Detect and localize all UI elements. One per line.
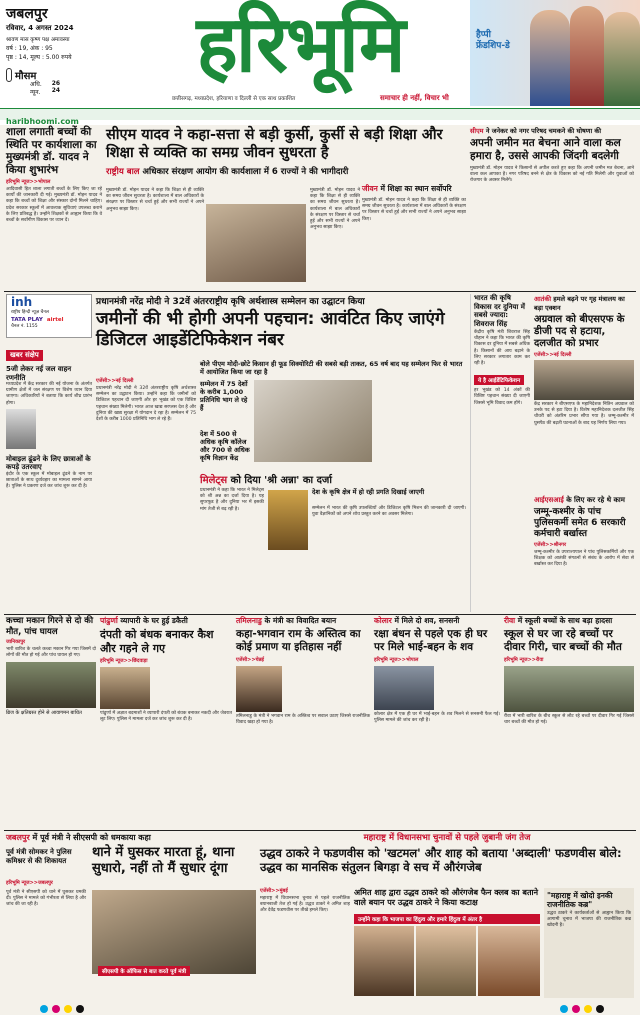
headline[interactable]: दंपती को बंधक बनाकर कैश और गहने ले गए [100,628,214,655]
tithi: श्रावण मास कृष्ण पक्ष अमावस्या [6,37,70,43]
body-text: जम्मू-कश्मीर के उपराज्यपाल ने पांच पुलिसकर्मियों और एक शिक्षक को आतंकी संगठनों से संबंध के आरोप में सेवा से बर्खास्त कर दिया है। [534,550,634,568]
photo-caption: सीएसपी के ऑफिस से बात करते पूर्व मंत्री [98,966,190,976]
house-collapse-story [6,616,96,828]
tagline-states: छत्तीसगढ़, मध्यप्रदेश, हरियाणा व दिल्ली से एक साथ प्रकाशित [172,96,296,102]
byline: हरिभूमि न्यूज>>भोपाल [374,657,419,663]
cyan-mark-icon [560,1005,568,1013]
body-text: रीवा में भारी बारिश के बीच स्कूल से लौट रहे बच्चों पर दीवार गिर गई जिससे चार बच्चों की मौत हो गई। [504,714,634,726]
body-text: तमिलनाडु के मंत्री ने भगवान राम के अस्तित्व पर सवाल उठाए जिससे राजनीतिक विवाद खड़ा हो गया है। [236,714,370,726]
left-sub: पूर्व मंत्री सोमकर ने पुलिस कमिश्नर से की शिकायत [6,848,72,865]
millets-body: प्रधानमंत्री ने कहा कि भारत ने मिलेट्स को श्री अन्न का दर्जा दिया है। यह सुपरफूड है और दुनिया भर में इसकी मांग तेजी से बढ़ रही है। [200,488,264,512]
weather-label: मौसम [15,71,37,82]
newspaper-logo[interactable] [150,0,450,92]
body-text: आदिवासी हित शाला लगाती बच्चों के लिए किए जा रहे कार्यों की जानकारी दी गई। मुख्यमंत्री डॉ. मोहन यादव ने कहा कि बच्चों को शिक्षा और संस्कार दोनों मिलने चाहिए। प्रदेश सरकार स्कूलों में आवश्यक सुविधाएं उपलब्ध कराने के लिए प्रतिबद्ध है। उन्होंने शिक्षकों से आह्वान किया कि वे बच्चों के सर्वांगीण विकास पर ध्यान दें। [6,187,102,224]
masthead [0,0,640,125]
byline: एजेंसी>>चेन्नई [236,657,265,663]
sub-headline: अधिकार संरक्षण आयोग की कार्यशाला में 6 राज्यों ने की भागीदारी [142,167,349,177]
body-text: पूर्व मंत्री ने सीएसपी को थाने में घुसकर धमकी दी। पुलिस ने मामले को गंभीरता से लिया है और जांच की जा रही है। [6,890,86,908]
item-head: मोबाइल ढूंढने के लिए छात्राओं के कपड़े उतरवाए [6,454,91,472]
kicker: ने जनेकर को नगर परिषद चमकने की घोषणा की [485,127,602,135]
right-quote-box [544,888,634,998]
yellow-mark-icon [584,1005,592,1013]
scientist-head[interactable]: भारत की कृषि विकास दर दुनिया में सबसे ज्यादा: शिवराज सिंह [474,294,525,328]
jabalpur-story [6,832,256,1000]
highlight-2: देश में 500 से अधिक कृषि कॉलेज और 700 से अधिक कृषि विज्ञान केंद्र [200,430,250,462]
mid-story-1 [100,616,232,828]
print-registration-marks [0,1003,640,1015]
black-mark-icon [596,1005,604,1013]
minister-photo [236,666,282,712]
kicker: महाराष्ट्र [363,833,387,843]
shah-headline[interactable]: अमित शाह द्वारा उद्धव ठाकरे को औरंगजेब फैन क्लब का बताने वाले बयान पर उद्धव ठाकरे ने किया कटाक्ष [354,888,539,907]
minister-csp-photo [92,890,256,974]
kicker: राष्ट्रीय बाल [106,167,140,177]
story-photo [100,667,150,709]
caption-kicker: जीवन [362,184,378,193]
yellow-mark-icon [64,1005,72,1013]
kicker: आतंकी [534,295,552,303]
body-text-mid: मुख्यमंत्री डॉ. मोहन यादव ने कहा कि शिक्षा से ही व्यक्ति का समग्र जीवन सुधरता है। कार्यशाला में बाल अधिकारों के संरक्षण पर विस्तार से चर्चा हुई और सभी राज्यों ने अपने अनुभव साझा किए। [310,188,360,231]
byline: एजेंसी>>नई दिल्ली [534,352,572,358]
people-photo-3 [604,12,640,106]
tata-play: TATA PLAY [11,317,43,323]
headline[interactable]: कच्चा मकान गिरने से दो की मौत, पांच घायल [6,616,94,637]
byline: हरिभूमि न्यूज>>छिंदवाड़ा [100,658,148,664]
body-text: महाराष्ट्र में विधानसभा चुनाव से पहले राजनीतिक बयानबाजी तेज हो गई है। उद्धव ठाकरे ने अमित शाह और देवेंद्र फडणवीस पर तीखे हमले किए। [260,896,350,914]
kicker-rest: व्यापारी के घर हुई डकैती [120,616,188,625]
short-news [6,342,92,612]
short-item-1[interactable] [6,365,92,449]
kicker-rest: के मंत्री का विवादित बयान [264,616,337,625]
bsf-story [534,294,634,494]
airtel: airtel [46,317,64,323]
magenta-mark-icon [52,1005,60,1013]
issue: वर्ष : 19, अंक : 95 [6,45,53,52]
photo-caption: ब्रिज के क्षतिग्रस्त होने से आवागमन बाधित [6,710,82,717]
shah-strip: उन्होंने कहा कि भाजपा का हिंदुत्व और हमारे हिंदुत्व में अंतर है [354,914,540,924]
officers-photo [534,360,634,400]
phone-photo [6,409,36,449]
headline[interactable]: रक्षा बंधन से पहले एक ही घर पर मिले भाई-बहन के शव [374,628,488,653]
lead-top-story [106,126,466,290]
headline[interactable]: थाने में घुसकर मारता हूं, थाना सुधारो, नहीं तो मैं सुधार दूंगा [92,845,235,876]
black-mark-icon [76,1005,84,1013]
body-text: प्रधानमंत्री नरेंद्र मोदी ने 32वें अंतरराष्ट्रीय कृषि अर्थशास्त्र सम्मेलन का उद्घाटन किया। उन्होंने कहा कि जमीनों को डिजिटल पहचान दी जाएगी और हर भूखंड को एक विशिष्ट पहचान संख्या मिलेगी। भारत आज खाद्य सरप्लस देश है और दुनिया की खाद्य सुरक्षा में योगदान दे रहा है। सम्मेलन में 75 देशों के करीब 1000 प्रतिनिधि भाग ले रहे हैं। [96,386,196,423]
quote-head: "महाराष्ट्र में खोदो इनकी राजनीतिक कब्र" [547,891,613,909]
wall-collapse-photo [504,666,634,712]
body-text: भारी बारिश के चलते कच्चा मकान गिर गया जिसमें दो लोगों की मौत हो गई और पांच घायल हो गए। [6,647,96,659]
scientist-box [470,294,530,612]
website-link[interactable]: haribhoomi.com [6,117,79,126]
tv-ad[interactable] [6,294,92,338]
website-strip[interactable] [0,108,640,126]
logo-text: हरिभूमि [196,0,404,90]
kicker: कोलार [374,616,392,625]
kicker: आईएसआई [534,496,564,504]
kicker-rest: के लिए कर रहे थे काम [566,496,625,504]
byline: एजेंसी>>श्रीनगर [534,542,566,548]
uddhav-photo [354,926,414,996]
thermometer-icon [6,68,12,82]
kicker-rest: में स्कूली बच्चों के साथ बड़ा हादसा [517,616,613,625]
kicker-rest: में मिले दो शव, सनसनी [394,616,460,625]
city-name: जबलपुर [6,6,48,22]
body-text-left: मुख्यमंत्री डॉ. मोहन यादव ने कहा कि शिक्षा से ही व्यक्ति का समग्र जीवन सुधरता है। कार्यशाला में बाल अधिकारों के संरक्षण पर विस्तार से चर्चा हुई और सभी राज्यों ने अपने अनुभव साझा किए। [106,188,204,212]
kicker: तमिलनाडु [236,616,262,625]
byline: एजेंसी>>नई दिल्ली [96,378,134,384]
cyan-mark-icon [40,1005,48,1013]
item-head: 5जी लेकर नई जल वाहन रणनीति [6,365,72,382]
body-text: कोलार क्षेत्र में एक ही घर में भाई-बहन के शव मिलने से सनसनी फैल गई। पुलिस मामले की जांच कर रही है। [374,712,500,724]
headline[interactable]: शाला लगाती बच्चों की स्थिति पर कार्यशाला का मुख्यमंत्री डॉ. यादव ने किया शुभारंभ [6,126,97,176]
scientist-box-body: हर भूखंड को 14 अंकों की विशिष्ट पहचान संख्या दी जाएगी जिससे भूमि विवाद कम होंगे। [474,388,530,406]
collapse-photo [6,662,96,708]
mid-story-4 [504,616,634,828]
ad-line: राष्ट्रीय हिन्दी न्यूज़ चैनल [11,310,49,315]
byline: हरिभूमि न्यूज>>भोपाल [6,179,51,185]
maharashtra-story [260,832,634,1000]
byline: हरिभूमि न्यूज>>जबलपुर [6,880,53,886]
short-news-title: खबर संक्षेप [6,350,43,361]
headline[interactable]: स्कूल से घर जा रहे बच्चों पर दीवार गिरी, चार बच्चों की मौत [504,628,622,653]
highlight-1: सम्मेलन में 75 देशों के करीब 1,000 प्रतिनिधि भाग ले रहे हैं [200,380,248,412]
body-text: मुख्यमंत्री डॉ. मोहन यादव ने किसानों से अपील करते हुए कहा कि अपनी जमीन मत बेचना, आने वाला कल आपका है। नगर परिषद बनने से क्षेत्र के विकास को नई गति मिलेगी और युवाओं को रोजगार के अवसर मिलेंगे। [470,166,634,184]
millets-photo [268,490,308,550]
fadnavis-photo [478,926,540,996]
friendship-banner [470,0,640,106]
headline[interactable]: कहा-भगवान राम के अस्तित्व का कोई प्रमाण या इतिहास नहीं [236,628,361,653]
kicker: जबलपुर [6,833,30,842]
mid-story-2 [236,616,370,828]
headline[interactable]: अग्रवाल को बीएसएफ के डीजी पद से हटाया, दलजीत को प्रभार [534,314,625,349]
caption-rest: में शिक्षा का स्थान सर्वोपरि [380,184,452,193]
main-story [96,294,466,612]
edition-info [6,4,116,74]
item-body: मध्यप्रदेश में केंद्र सरकार की नई योजना के अंतर्गत ग्रामीण क्षेत्रों में जल संरक्षण पर विशेष ध्यान दिया जाएगा। अधिकारियों ने बताया कि कार्य शीघ्र प्रारंभ होगा। [6,382,92,406]
sub-headline: बोले पीएम मोदी-छोटे किसान ही फूड सिक्योरिटी की सबसे बड़ी ताकत, 65 वर्ष बाद यह सम्मेलन फिर से भारत में आयोजित किया जा रहा है [200,360,463,376]
headline[interactable]: सीएम यादव ने कहा-सत्ता से बड़ी कुर्सी, कुर्सी से बड़ी शिक्षा और शिक्षा से व्यक्ति का समग्र जीवन सुधरता है [106,127,443,161]
scientist-box-title: ये है आईडेंटिफिकेशन [474,375,524,385]
isi-story [534,496,634,612]
temp-min: 24 [51,87,61,94]
top-right-story [470,126,634,290]
millets-head [200,472,380,486]
side-title: देश के कृषि क्षेत्र में हो रही प्रगति दिखाई जाएगी [312,488,425,496]
divider [4,291,636,292]
top-left-story [6,126,102,290]
kicker: पांढुर्णा [100,616,118,625]
cm-photo [206,204,306,282]
short-item-2[interactable] [6,455,92,491]
people-photo-1 [530,10,570,106]
side-body: सम्मेलन में भारत की कृषि उपलब्धियों और डिजिटल कृषि मिशन की जानकारी दी जाएगी। युवा वैज्ञानिकों को अपने शोध प्रस्तुत करने का अवसर मिलेगा। [312,506,466,518]
label: सीएम [470,127,484,135]
inh-logo: inh [11,295,33,309]
story-photo [374,666,434,710]
date: रविवार, 4 अगस्त 2024 [6,24,74,32]
magenta-mark-icon [572,1005,580,1013]
headline[interactable]: जम्मू-कश्मीर के पांच पुलिसकर्मी समेत 6 सरकारी कर्मचारी बर्खास्त [534,507,626,539]
temp-max: 26 [51,80,61,87]
pre-headline: प्रधानमंत्री नरेंद्र मोदी ने 32वें अंतरराष्ट्रीय कृषि अर्थशास्त्र सम्मेलन का उद्घाटन किया [96,297,365,307]
quote-body: उद्धव ठाकरे ने कार्यकर्ताओं से आह्वान किया कि आगामी चुनाव में भाजपा की राजनीतिक कब्र खोदनी है। [547,911,631,929]
body-text-right: मुख्यमंत्री डॉ. मोहन यादव ने कहा कि शिक्षा से ही व्यक्ति का समग्र जीवन सुधरता है। कार्यशाला में बाल अधिकारों के संरक्षण पर विस्तार से चर्चा हुई और सभी राज्यों ने अपने अनुभव साझा किए। [362,198,466,222]
temp-min-label: न्यून. [30,89,41,96]
kicker-rest: हमले बढ़ने पर गृह मंत्रालय का बड़ा एक्शन [534,295,625,312]
divider [4,614,636,615]
kicker-rest: में पूर्व मंत्री ने सीएसपी को धमकाया कहा [32,833,151,842]
shah-photo [416,926,476,996]
body-text: पांढुर्णा में अज्ञात बदमाशों ने व्यापारी दंपती को बंधक बनाकर नकदी और जेवरात लूट लिए। पुलिस ने मामला दर्ज कर जांच शुरू कर दी है। [100,711,232,723]
channel-number: चैनल नं. 1155 [11,324,38,329]
millets-kicker: मिलेट्स [200,475,228,486]
weather-box [6,68,106,108]
byline: हरिभूमि न्यूज>>रीवा [504,657,544,663]
pm-photo [254,380,372,462]
headline[interactable]: उद्धव ठाकरे ने फडणवीस को 'खटमल' और शाह को बताया 'अब्दाली' फडणवीस बोले: उद्धव का मानसिक संतुलन बिगड़ा वे सच में औरंगजेब [260,846,622,874]
byline: एजेंसी>>मुंबई [260,888,288,894]
photo-caption [362,184,466,194]
divider [4,830,636,831]
mid-story-3 [374,616,500,828]
friendship-day-text: हैप्पी फ्रेंडशिप-डे [476,30,510,51]
headline[interactable]: अपनी जमीन मत बेचना आने वाला कल हमारा है, उससे आपकी जिंदगी बदलेगी [470,137,621,162]
millets-rest: को दिया 'श्री अन्ना' का दर्जा [230,475,332,486]
kicker-rest: में विधानसभा चुनावों से पहले जुबानी जंग तेज [389,833,531,843]
item-body: इंदौर के एक स्कूल में मोबाइल ढूंढने के नाम पर छात्राओं के साथ दुर्व्यवहार का मामला सामने आया है। पुलिस ने प्रकरण दर्ज कर जांच शुरू कर दी है। [6,471,92,490]
people-photo-2 [570,6,604,106]
body-text: केंद्र सरकार ने बीएसएफ के महानिदेशक नितिन अग्रवाल को उनके पद से हटा दिया है। विशेष महानिदेशक दलजीत सिंह चौधरी को अंतरिम प्रभार सौंपा गया है। जम्मू-कश्मीर में घुसपैठ की बढ़ती घटनाओं के बाद यह निर्णय लिया गया। [534,402,634,426]
temp-max-label: अधि. [30,81,42,88]
tagline: समाचार ही नहीं, विचार भी [380,94,449,102]
main-headline[interactable]: जमीनों की भी होगी अपनी पहचान: आवंटित किए जाएंगे डिजिटल आइडेंटिफिकेशन नंबर [96,309,445,350]
byline: जानिकापुर [6,639,26,645]
price: पृष्ठ : 14, मूल्य : 5.00 रुपये [6,54,72,61]
kicker: रीवा [504,616,516,625]
scientist-body: केंद्रीय कृषि मंत्री शिवराज सिंह चौहान ने कहा कि भारत की कृषि विकास दर दुनिया में सबसे अधिक है। किसानों की आय बढ़ाने के लिए सरकार लगातार काम कर रही है। [474,330,530,367]
